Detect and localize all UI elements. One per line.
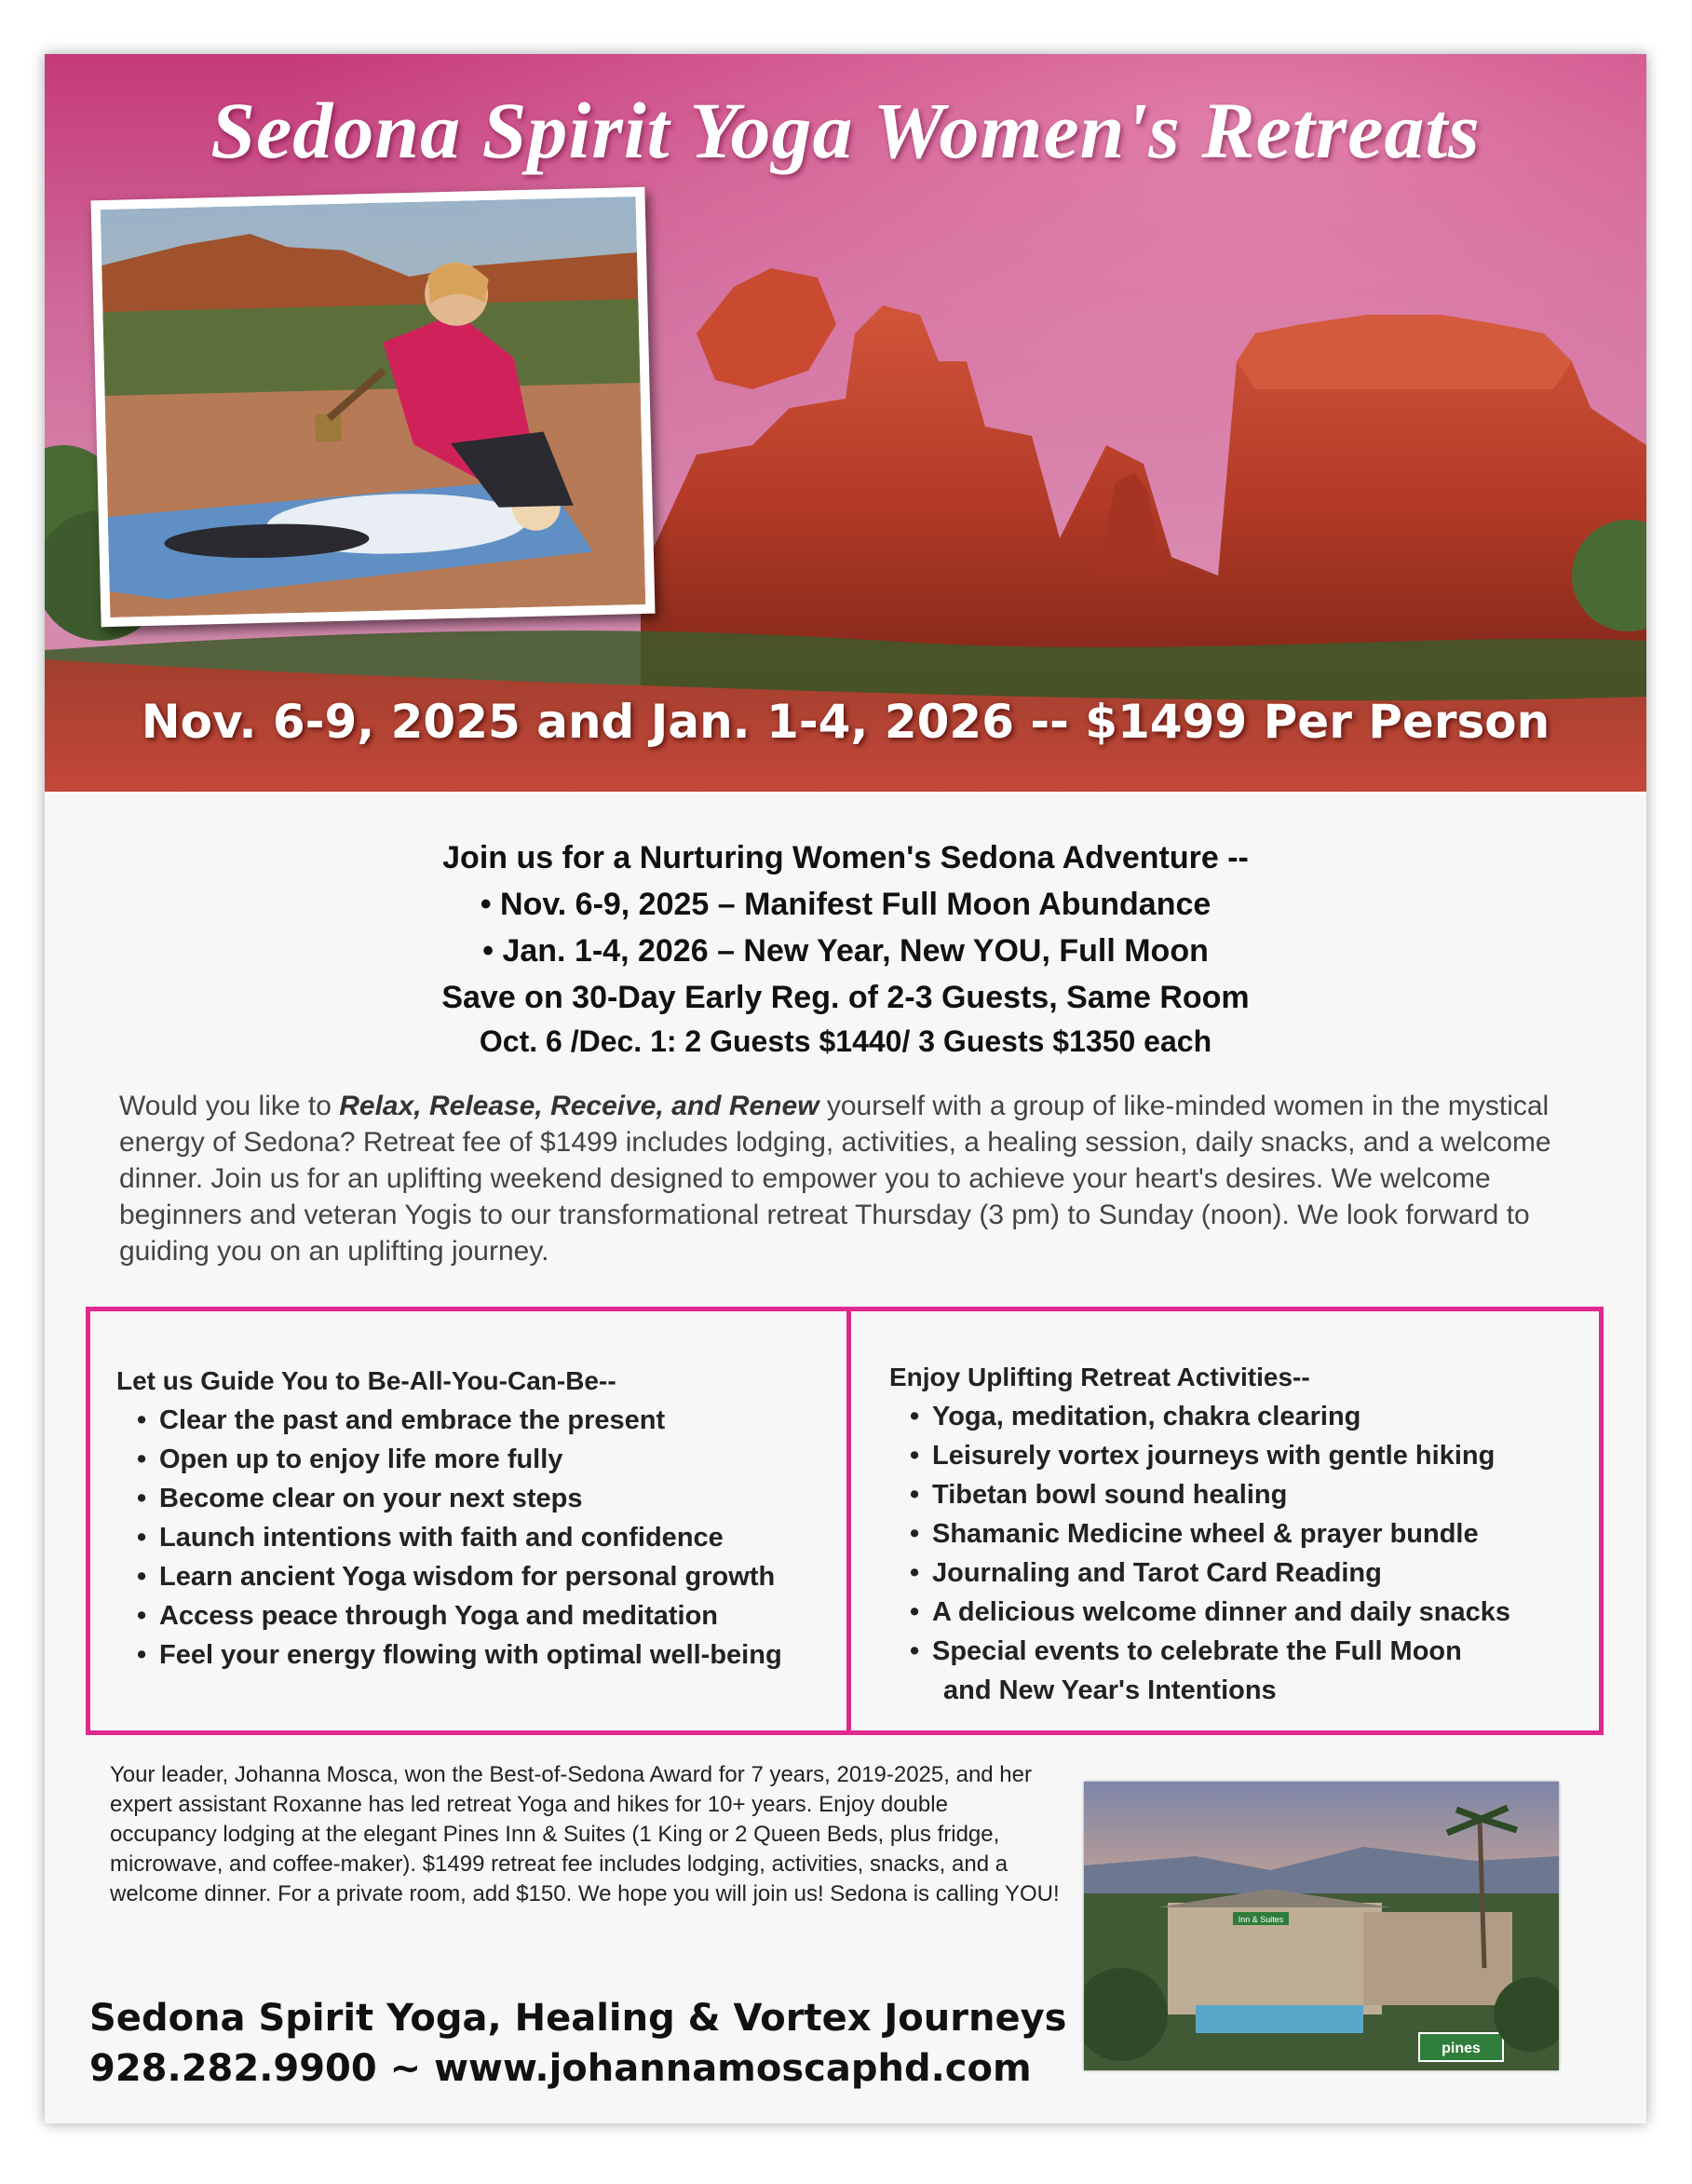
- intro-early-pricing: Oct. 6 /Dec. 1: 2 Guests $1440/ 3 Guests $1350 each: [479, 1024, 1212, 1058]
- benefits-box: [86, 1307, 1604, 1735]
- brand-name: Sedona Spirit Yoga, Healing & Vortex Journeys: [89, 1997, 1067, 2040]
- hero-banner: [45, 54, 1646, 792]
- list-item: • Shamanic Medicine wheel & prayer bundle: [910, 1514, 1597, 1553]
- leader-paragraph: Your leader, Johanna Mosca, won the Best-of-Sedona Award for 7 years, 2019-2025, and her expert assistant Roxanne has led retreat Yoga and hikes for 10+ years. Enjoy double occupancy lodging at the elegant Pines Inn & Suites (1 King or 2 Queen Beds, plus fridge, microwave, and coffee-maker). $1499 retreat fee includes lodging, activities, snacks, and a welcome dinner. For a private room, add $150. We hope you will join us! Sedona is calling YOU!: [110, 1762, 1060, 1906]
- activities-column: [889, 1358, 1597, 1710]
- list-item: • Launch intentions with faith and confidence: [137, 1518, 833, 1557]
- list-item: • Learn ancient Yoga wisdom for personal growth: [137, 1557, 833, 1596]
- list-item-continuation: and New Year's Intentions: [943, 1675, 1277, 1705]
- list-item: • Yoga, meditation, chakra clearing: [910, 1397, 1597, 1436]
- pines-inn-photo: [1084, 1782, 1559, 2070]
- list-item: • Open up to enjoy life more fully: [137, 1440, 833, 1479]
- intro-heading: Join us for a Nurturing Women's Sedona Adventure --: [442, 840, 1249, 875]
- list-item: • Leisurely vortex journeys with gentle hiking: [910, 1436, 1597, 1475]
- brand-block: [89, 1993, 1114, 2094]
- list-item: • Journaling and Tarot Card Reading: [910, 1553, 1597, 1593]
- list-item: • Become clear on your next steps: [137, 1479, 833, 1518]
- list-item-text: Special events to celebrate the Full Moon: [932, 1636, 1462, 1666]
- intro-date-nov: • Nov. 6-9, 2025 – Manifest Full Moon Abundance: [480, 887, 1211, 922]
- list-item: • Clear the past and embrace the present: [137, 1401, 833, 1440]
- guide-column: [116, 1362, 833, 1675]
- hero-dates-price: Nov. 6-9, 2025 and Jan. 1-4, 2026 -- $1499 Per Person: [141, 695, 1550, 749]
- activities-heading: Enjoy Uplifting Retreat Activities--: [889, 1363, 1310, 1391]
- list-item: • Tibetan bowl sound healing: [910, 1475, 1597, 1514]
- intro-block: [45, 834, 1646, 1062]
- description-emphasis: Relax, Release, Receive, and Renew: [339, 1091, 819, 1121]
- list-item: • Access peace through Yoga and meditation: [137, 1596, 833, 1635]
- guide-list: [116, 1401, 833, 1675]
- hero-title: Sedona Spirit Yoga Women's Retreats: [210, 86, 1481, 175]
- guide-heading: Let us Guide You to Be-All-You-Can-Be--: [116, 1366, 616, 1395]
- activities-list: [889, 1397, 1597, 1710]
- description-prefix: Would you like to: [119, 1091, 340, 1121]
- list-item: • A delicious welcome dinner and daily snacks: [910, 1593, 1597, 1632]
- description-body: yourself with a group of like-minded women in the mystical energy of Sedona? Retreat fee of $1499 includes lodging, activities, a healing session, daily snacks, and a welcome dinner. Join us for an uplifting weekend designed to empower you to achieve your heart's desires. We welcome beginners and veteran Yogis to our transformational retreat Thursday (3 pm) to Sunday (noon). We look forward to guiding you on an uplifting journey.: [119, 1091, 1551, 1267]
- brand-contact: 928.282.9900 ~ www.johannamoscaphd.com: [89, 2047, 1032, 2090]
- box-divider: [846, 1311, 851, 1730]
- description-paragraph: [119, 1088, 1590, 1269]
- intro-date-jan: • Jan. 1-4, 2026 – New Year, New YOU, Full Moon: [482, 933, 1209, 969]
- intro-savings: Save on 30-Day Early Reg. of 2-3 Guests, Same Room: [441, 980, 1250, 1015]
- list-item: [910, 1632, 1597, 1710]
- list-item: • Feel your energy flowing with optimal well-being: [137, 1635, 833, 1675]
- flyer-page: [45, 54, 1646, 2123]
- building-sign-text: Inn & Suites: [1238, 1915, 1284, 1924]
- yoga-healing-photo: [90, 187, 655, 627]
- pines-sign-text: pines: [1442, 2041, 1481, 2056]
